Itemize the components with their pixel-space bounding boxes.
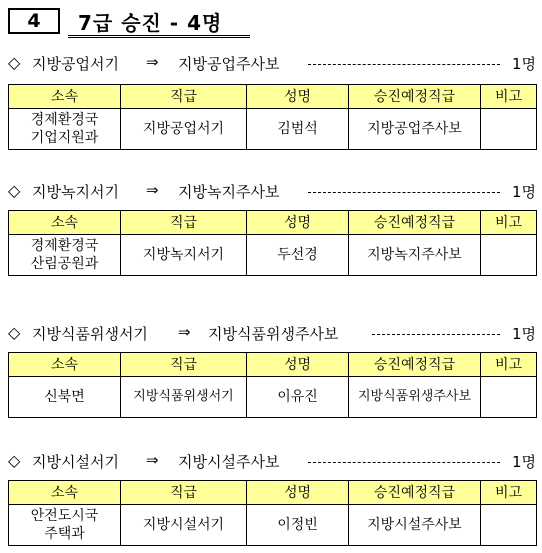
cell-target-rank: 지방공업주사보 (349, 109, 481, 150)
promotion-section-3 (8, 322, 536, 405)
dept-line-1: 경제환경국 (30, 238, 99, 254)
cell-name: 이정빈 (247, 505, 349, 546)
col-header-dept: 소속 (9, 211, 121, 235)
col-header-target-rank: 승진예정직급 (349, 85, 481, 109)
col-header-target-rank: 승진예정직급 (349, 211, 481, 235)
from-rank: 지방시설서기 (32, 453, 119, 471)
cell-note (481, 109, 537, 150)
from-rank: 지방공업서기 (32, 55, 119, 73)
cell-rank: 지방공업서기 (121, 109, 247, 150)
col-header-dept: 소속 (9, 481, 121, 505)
col-header-note: 비고 (481, 85, 537, 109)
promotion-table (8, 84, 537, 150)
promotion-table (8, 480, 537, 546)
arrow-icon: ⇒ (146, 53, 159, 71)
document-header (8, 4, 248, 38)
to-rank: 지방공업주사보 (178, 55, 280, 73)
table-row (9, 109, 537, 150)
col-header-note: 비고 (481, 481, 537, 505)
to-rank: 지방시설주사보 (178, 453, 280, 471)
col-header-note: 비고 (481, 211, 537, 235)
col-header-rank: 직급 (121, 85, 247, 109)
cell-note (481, 505, 537, 546)
cell-dept (9, 109, 121, 150)
cell-target-rank: 지방시설주사보 (349, 505, 481, 546)
cell-note (481, 377, 537, 418)
to-rank: 지방녹지주사보 (178, 183, 280, 201)
col-header-name: 성명 (247, 211, 349, 235)
diamond-bullet-icon: ◇ (8, 323, 21, 342)
diamond-bullet-icon: ◇ (8, 181, 21, 200)
dept-line-1: 경제환경국 (30, 112, 99, 128)
dept-line-2: 기업지원과 (30, 130, 99, 146)
cell-dept (9, 235, 121, 276)
promotion-section-1 (8, 52, 536, 146)
dept-line-2: 주택과 (44, 526, 85, 542)
table-row (9, 377, 537, 418)
dept-line-1: 안전도시국 (30, 508, 99, 524)
table-row (9, 235, 537, 276)
col-header-note: 비고 (481, 353, 537, 377)
promotion-section-2 (8, 180, 536, 272)
col-header-name: 성명 (247, 85, 349, 109)
table-header-row (9, 353, 537, 377)
table-row (9, 505, 537, 546)
section-heading (8, 322, 536, 344)
leader-dots (308, 192, 500, 193)
from-rank: 지방녹지서기 (32, 183, 119, 201)
arrow-icon: ⇒ (146, 451, 159, 469)
cell-rank: 지방녹지서기 (121, 235, 247, 276)
cell-dept (9, 505, 121, 546)
cell-target-rank: 지방녹지주사보 (349, 235, 481, 276)
col-header-target-rank: 승진예정직급 (349, 481, 481, 505)
col-header-rank: 직급 (121, 353, 247, 377)
diamond-bullet-icon: ◇ (8, 53, 21, 72)
promotion-table (8, 210, 537, 276)
cell-target-rank: 지방식품위생주사보 (349, 377, 481, 418)
leader-dots (308, 64, 500, 65)
promotion-count: 1명 (511, 183, 536, 201)
section-heading (8, 180, 536, 202)
cell-name: 이유진 (247, 377, 349, 418)
arrow-icon: ⇒ (146, 181, 159, 199)
col-header-rank: 직급 (121, 481, 247, 505)
promotion-count: 1명 (511, 453, 536, 471)
col-header-target-rank: 승진예정직급 (349, 353, 481, 377)
cell-name: 김범석 (247, 109, 349, 150)
promotion-count: 1명 (511, 325, 536, 343)
col-header-name: 성명 (247, 353, 349, 377)
cell-rank: 지방시설서기 (121, 505, 247, 546)
table-header-row (9, 211, 537, 235)
table-header-row (9, 85, 537, 109)
leader-dots (372, 334, 500, 335)
section-number-box: 4 (8, 8, 60, 34)
title-underline (68, 35, 250, 38)
from-rank: 지방식품위생서기 (32, 325, 148, 343)
col-header-dept: 소속 (9, 85, 121, 109)
section-heading (8, 52, 536, 74)
cell-note (481, 235, 537, 276)
col-header-name: 성명 (247, 481, 349, 505)
arrow-icon: ⇒ (178, 323, 191, 341)
table-header-row (9, 481, 537, 505)
document-title: 7급 승진 - 4명 (78, 11, 223, 35)
to-rank: 지방식품위생주사보 (208, 325, 339, 343)
cell-dept: 신북면 (9, 377, 121, 418)
cell-name: 두선경 (247, 235, 349, 276)
promotion-count: 1명 (511, 55, 536, 73)
leader-dots (308, 462, 500, 463)
dept-line-2: 산림공원과 (30, 256, 99, 272)
promotion-table (8, 352, 537, 418)
cell-rank: 지방식품위생서기 (121, 377, 247, 418)
diamond-bullet-icon: ◇ (8, 451, 21, 470)
col-header-dept: 소속 (9, 353, 121, 377)
promotion-section-4 (8, 450, 536, 542)
col-header-rank: 직급 (121, 211, 247, 235)
section-heading (8, 450, 536, 472)
